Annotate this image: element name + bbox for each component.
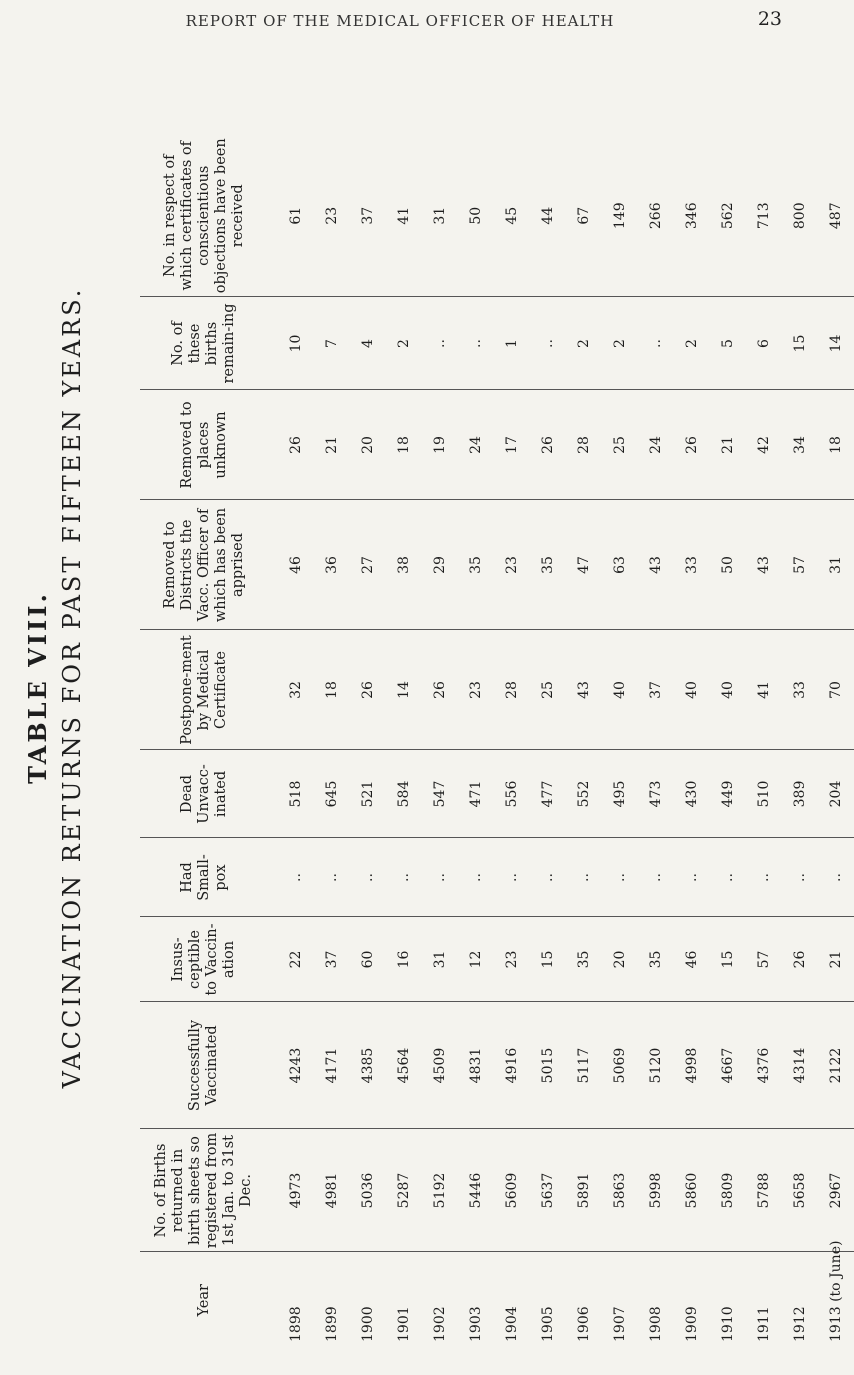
cell-dead: 584 — [386, 750, 422, 838]
cell-removed-unknown: 19 — [422, 390, 458, 500]
cell-remaining: 2 — [386, 297, 422, 390]
cell-insusceptible: 57 — [746, 917, 782, 1002]
cell-removed-districts: 43 — [746, 500, 782, 630]
cell-remaining: 7 — [314, 297, 350, 390]
cell-removed-unknown: 18 — [386, 390, 422, 500]
cell-births: 5658 — [782, 1129, 818, 1252]
cell-removed-districts: 63 — [602, 500, 638, 630]
cell-removed-unknown: 21 — [314, 390, 350, 500]
cell-postponed: 32 — [268, 630, 314, 750]
cell-insusceptible: 16 — [386, 917, 422, 1002]
cell-dead: 430 — [674, 750, 710, 838]
table-body — [268, 135, 854, 1348]
cell-insusceptible: 31 — [422, 917, 458, 1002]
cell-removed-districts: 23 — [494, 500, 530, 630]
column-header-births: No. of Births returned in birth sheets so registered from 1st Jan. to 31st Dec. — [140, 1129, 268, 1252]
cell-remaining: 10 — [268, 297, 314, 390]
cell-vaccinated: 4564 — [386, 1002, 422, 1129]
cell-year: 1909 — [684, 1306, 700, 1342]
cell-births: 5637 — [530, 1129, 566, 1252]
cell-year: 1910 — [720, 1306, 736, 1342]
cell-conscientious: 67 — [566, 135, 602, 297]
cell-insusceptible: 35 — [638, 917, 674, 1002]
cell-smallpox: .. — [268, 838, 314, 917]
cell-remaining: .. — [422, 297, 458, 390]
cell-removed-unknown: 24 — [458, 390, 494, 500]
cell-smallpox: .. — [386, 838, 422, 917]
cell-insusceptible: 37 — [314, 917, 350, 1002]
cell-vaccinated: 4171 — [314, 1002, 350, 1129]
cell-conscientious: 31 — [422, 135, 458, 297]
table-row — [422, 135, 458, 1348]
cell-remaining: 15 — [782, 297, 818, 390]
cell-removed-unknown: 24 — [638, 390, 674, 500]
cell-dead: 518 — [268, 750, 314, 838]
table-row — [782, 135, 818, 1348]
cell-remaining: 4 — [350, 297, 386, 390]
cell-dead: 449 — [710, 750, 746, 838]
cell-births: 5891 — [566, 1129, 602, 1252]
cell-year: 1908 — [648, 1306, 664, 1342]
cell-removed-unknown: 28 — [566, 390, 602, 500]
cell-dead: 495 — [602, 750, 638, 838]
table-row — [458, 135, 494, 1348]
cell-removed-districts: 43 — [638, 500, 674, 630]
cell-smallpox: .. — [710, 838, 746, 917]
cell-dead: 389 — [782, 750, 818, 838]
cell-removed-districts: 35 — [458, 500, 494, 630]
cell-smallpox: .. — [818, 838, 854, 917]
cell-smallpox: .. — [458, 838, 494, 917]
cell-insusceptible: 20 — [602, 917, 638, 1002]
cell-insusceptible: 60 — [350, 917, 386, 1002]
cell-removed-unknown: 26 — [530, 390, 566, 500]
cell-year: 1898 — [288, 1306, 304, 1342]
cell-vaccinated: 5069 — [602, 1002, 638, 1129]
column-header-vaccinated: Successfully Vaccinated — [140, 1002, 268, 1129]
table-row — [674, 135, 710, 1348]
table-row — [602, 135, 638, 1348]
table-row — [350, 135, 386, 1348]
cell-conscientious: 45 — [494, 135, 530, 297]
table-row — [638, 135, 674, 1348]
cell-dead: 473 — [638, 750, 674, 838]
cell-vaccinated: 4667 — [710, 1002, 746, 1129]
cell-removed-districts: 35 — [530, 500, 566, 630]
cell-insusceptible: 15 — [530, 917, 566, 1002]
cell-postponed: 40 — [710, 630, 746, 750]
cell-conscientious: 23 — [314, 135, 350, 297]
cell-births: 5863 — [602, 1129, 638, 1252]
table-row — [386, 135, 422, 1348]
cell-conscientious: 149 — [602, 135, 638, 297]
cell-dead: 471 — [458, 750, 494, 838]
cell-removed-districts: 50 — [710, 500, 746, 630]
cell-vaccinated: 4998 — [674, 1002, 710, 1129]
cell-conscientious: 487 — [818, 135, 854, 297]
cell-remaining: .. — [530, 297, 566, 390]
cell-conscientious: 37 — [350, 135, 386, 297]
cell-postponed: 26 — [350, 630, 386, 750]
cell-dead: 645 — [314, 750, 350, 838]
cell-postponed: 33 — [782, 630, 818, 750]
cell-smallpox: .. — [674, 838, 710, 917]
cell-smallpox: .. — [782, 838, 818, 917]
cell-vaccinated: 4916 — [494, 1002, 530, 1129]
cell-vaccinated: 4376 — [746, 1002, 782, 1129]
cell-vaccinated: 4509 — [422, 1002, 458, 1129]
cell-insusceptible: 12 — [458, 917, 494, 1002]
table-row — [268, 135, 314, 1348]
cell-dead: 547 — [422, 750, 458, 838]
cell-removed-unknown: 21 — [710, 390, 746, 500]
cell-smallpox: .. — [602, 838, 638, 917]
cell-removed-districts: 38 — [386, 500, 422, 630]
cell-vaccinated: 5120 — [638, 1002, 674, 1129]
table-row — [494, 135, 530, 1348]
cell-postponed: 26 — [422, 630, 458, 750]
cell-postponed: 28 — [494, 630, 530, 750]
table-row — [530, 135, 566, 1348]
cell-conscientious: 41 — [386, 135, 422, 297]
cell-year: 1907 — [612, 1306, 628, 1342]
table-row — [314, 135, 350, 1348]
cell-births: 4973 — [268, 1129, 314, 1252]
cell-conscientious: 713 — [746, 135, 782, 297]
cell-smallpox: .. — [638, 838, 674, 917]
cell-remaining: .. — [638, 297, 674, 390]
table-row — [710, 135, 746, 1348]
cell-dead: 477 — [530, 750, 566, 838]
cell-insusceptible: 15 — [710, 917, 746, 1002]
cell-vaccinated: 5117 — [566, 1002, 602, 1129]
cell-postponed: 43 — [566, 630, 602, 750]
cell-births: 5287 — [386, 1129, 422, 1252]
cell-postponed: 40 — [674, 630, 710, 750]
table-subtitle: VACCINATION RETURNS FOR PAST FIFTEEN YEARS. — [58, 286, 86, 1089]
cell-removed-districts: 27 — [350, 500, 386, 630]
cell-vaccinated: 4831 — [458, 1002, 494, 1129]
cell-births: 5860 — [674, 1129, 710, 1252]
cell-year: 1901 — [396, 1306, 412, 1342]
cell-conscientious: 346 — [674, 135, 710, 297]
cell-remaining: 2 — [566, 297, 602, 390]
cell-year: 1904 — [504, 1306, 520, 1342]
cell-births: 4981 — [314, 1129, 350, 1252]
cell-removed-unknown: 18 — [818, 390, 854, 500]
cell-remaining: 1 — [494, 297, 530, 390]
column-header-removed-unknown: Removed to places unknown — [140, 390, 268, 500]
cell-conscientious: 562 — [710, 135, 746, 297]
cell-insusceptible: 26 — [782, 917, 818, 1002]
cell-remaining: 5 — [710, 297, 746, 390]
cell-vaccinated: 4385 — [350, 1002, 386, 1129]
page-number: 23 — [757, 8, 782, 30]
cell-year: 1913 (to June) — [828, 1240, 844, 1342]
cell-year: 1905 — [540, 1306, 556, 1342]
cell-remaining: 6 — [746, 297, 782, 390]
cell-conscientious: 50 — [458, 135, 494, 297]
cell-removed-unknown: 25 — [602, 390, 638, 500]
cell-year: 1906 — [576, 1306, 592, 1342]
cell-births: 5788 — [746, 1129, 782, 1252]
cell-vaccinated: 4243 — [268, 1002, 314, 1129]
cell-births: 5192 — [422, 1129, 458, 1252]
cell-postponed: 25 — [530, 630, 566, 750]
cell-dead: 510 — [746, 750, 782, 838]
cell-vaccinated: 4314 — [782, 1002, 818, 1129]
cell-remaining: .. — [458, 297, 494, 390]
cell-removed-unknown: 26 — [268, 390, 314, 500]
cell-remaining: 2 — [602, 297, 638, 390]
cell-year: 1903 — [468, 1306, 484, 1342]
cell-conscientious: 44 — [530, 135, 566, 297]
cell-year: 1912 — [792, 1306, 808, 1342]
cell-postponed: 18 — [314, 630, 350, 750]
cell-year: 1900 — [360, 1306, 376, 1342]
cell-dead: 204 — [818, 750, 854, 838]
cell-postponed: 23 — [458, 630, 494, 750]
cell-postponed: 14 — [386, 630, 422, 750]
cell-year: 1911 — [756, 1306, 772, 1342]
cell-removed-districts: 29 — [422, 500, 458, 630]
cell-year: 1899 — [324, 1306, 340, 1342]
cell-dead: 556 — [494, 750, 530, 838]
cell-smallpox: .. — [494, 838, 530, 917]
cell-births: 5036 — [350, 1129, 386, 1252]
column-header-smallpox: Had Small-pox — [140, 838, 268, 917]
cell-births: 5809 — [710, 1129, 746, 1252]
cell-insusceptible: 46 — [674, 917, 710, 1002]
cell-smallpox: .. — [566, 838, 602, 917]
cell-insusceptible: 21 — [818, 917, 854, 1002]
cell-insusceptible: 23 — [494, 917, 530, 1002]
table-header-row — [140, 135, 268, 1348]
cell-insusceptible: 22 — [268, 917, 314, 1002]
column-header-remaining: No. of these births remain-ing — [140, 297, 268, 390]
cell-removed-districts: 36 — [314, 500, 350, 630]
cell-postponed: 37 — [638, 630, 674, 750]
cell-births: 2967 — [818, 1129, 854, 1252]
cell-removed-unknown: 26 — [674, 390, 710, 500]
cell-births: 5998 — [638, 1129, 674, 1252]
table-row — [566, 135, 602, 1348]
column-header-insusceptible: Insus-ceptible to Vaccin-ation — [140, 917, 268, 1002]
cell-removed-unknown: 20 — [350, 390, 386, 500]
table-title: TABLE VIII. — [23, 591, 52, 784]
cell-insusceptible: 35 — [566, 917, 602, 1002]
cell-smallpox: .. — [422, 838, 458, 917]
cell-removed-districts: 33 — [674, 500, 710, 630]
column-header-conscientious: No. in respect of which certificates of conscientious objections have been received — [140, 135, 268, 297]
cell-smallpox: .. — [314, 838, 350, 917]
column-header-postponed: Postpone-ment by Medical Certificate — [140, 630, 268, 750]
cell-removed-districts: 46 — [268, 500, 314, 630]
cell-postponed: 40 — [602, 630, 638, 750]
cell-dead: 521 — [350, 750, 386, 838]
cell-postponed: 70 — [818, 630, 854, 750]
vaccination-returns-table — [140, 135, 854, 1348]
cell-smallpox: .. — [746, 838, 782, 917]
cell-conscientious: 266 — [638, 135, 674, 297]
column-header-dead: Dead Unvacc-inated — [140, 750, 268, 838]
column-header-year: Year — [195, 1284, 212, 1317]
cell-conscientious: 61 — [268, 135, 314, 297]
running-title: REPORT OF THE MEDICAL OFFICER OF HEALTH — [185, 12, 615, 30]
cell-removed-districts: 57 — [782, 500, 818, 630]
cell-removed-districts: 31 — [818, 500, 854, 630]
table-row — [746, 135, 782, 1348]
cell-removed-districts: 47 — [566, 500, 602, 630]
cell-vaccinated: 2122 — [818, 1002, 854, 1129]
column-header-removed-districts: Removed to Districts the Vacc. Officer of which has been apprised — [140, 500, 268, 630]
cell-smallpox: .. — [350, 838, 386, 917]
cell-births: 5446 — [458, 1129, 494, 1252]
cell-removed-unknown: 17 — [494, 390, 530, 500]
cell-removed-unknown: 42 — [746, 390, 782, 500]
table-row — [818, 135, 854, 1348]
cell-postponed: 41 — [746, 630, 782, 750]
cell-conscientious: 800 — [782, 135, 818, 297]
cell-remaining: 2 — [674, 297, 710, 390]
cell-remaining: 14 — [818, 297, 854, 390]
cell-births: 5609 — [494, 1129, 530, 1252]
cell-dead: 552 — [566, 750, 602, 838]
cell-removed-unknown: 34 — [782, 390, 818, 500]
cell-vaccinated: 5015 — [530, 1002, 566, 1129]
cell-smallpox: .. — [530, 838, 566, 917]
cell-year: 1902 — [432, 1306, 448, 1342]
